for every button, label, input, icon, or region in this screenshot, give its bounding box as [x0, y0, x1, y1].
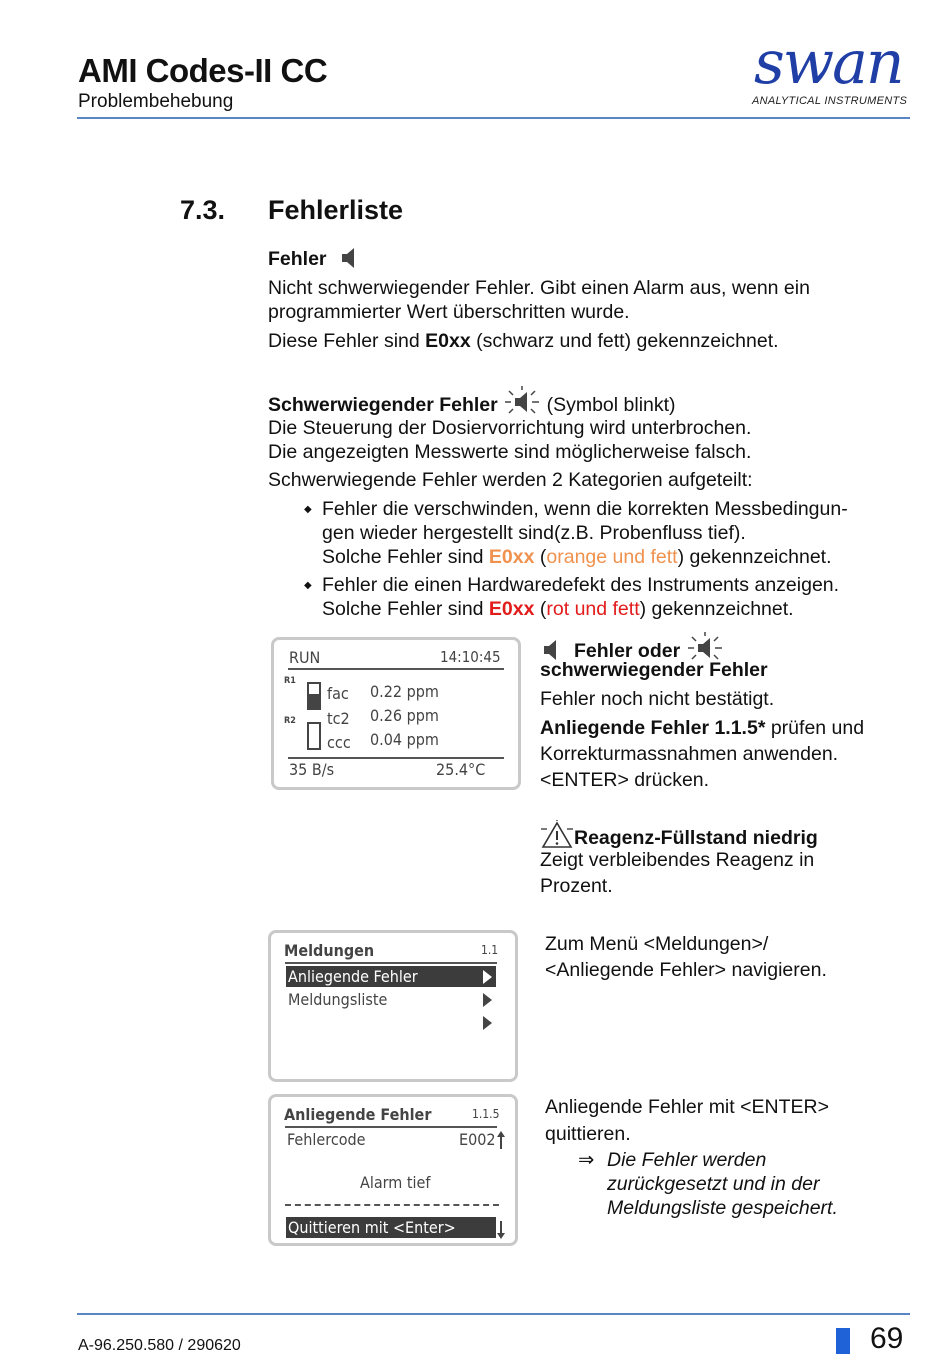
- side1-h1: Fehler oder: [574, 640, 681, 662]
- bullet-diamond-icon: ◆: [304, 504, 312, 515]
- side3-line2: quittieren.: [545, 1123, 631, 1145]
- schwer-line1: Die Steuerung der Dosiervorrichtung wird unterbrochen.: [268, 417, 752, 439]
- side3-result-line3: Meldungsliste gespeichert.: [607, 1197, 838, 1219]
- row-value-fac: 0.22 ppm: [370, 682, 439, 701]
- chevron-right-icon: [483, 993, 492, 1007]
- row-name-ccc: ccc: [327, 733, 351, 752]
- header-rule: [77, 117, 910, 119]
- section-title: Fehlerliste: [268, 195, 404, 225]
- side1-menu-ref: Anliegende Fehler 1.1.5: [540, 717, 758, 739]
- schwer-heading: [268, 386, 676, 418]
- side1-star: *: [757, 717, 766, 739]
- instrument-display-run: [271, 637, 521, 790]
- side3-line1: Anliegende Fehler mit <ENTER>: [545, 1096, 829, 1118]
- orange-code: E0xx: [488, 546, 535, 568]
- logo-word: swan: [754, 28, 903, 98]
- acknowledge-button[interactable]: [286, 1217, 496, 1238]
- fehler-line3-pre: Diese Fehler sind: [268, 330, 426, 352]
- display-rule-top: [288, 668, 504, 670]
- blinking-speaker-icon: [505, 386, 539, 418]
- row-value-ccc: 0.04 ppm: [370, 730, 439, 749]
- bullet1-line1: Fehler die verschwinden, wenn die korrekten Messbedingun-: [322, 498, 848, 520]
- schwer-line2: Die angezeigten Messwerte sind möglicherweise falsch.: [268, 441, 752, 463]
- reagent-line2: Prozent.: [540, 875, 613, 897]
- bullet2-paren: (: [534, 598, 547, 620]
- footer-rule: [77, 1313, 910, 1315]
- display-time: 14:10:45: [440, 648, 501, 666]
- speaker-icon: [340, 246, 360, 270]
- reagent-line1: Zeigt verbleibendes Reagenz in: [540, 849, 815, 871]
- chevron-right-icon: [483, 970, 492, 984]
- swan-logo: [750, 28, 915, 118]
- reagent-heading-text: Reagenz-Füllstand niedrig: [574, 827, 818, 849]
- fehler-line2: programmierter Wert überschritten wurde.: [268, 301, 630, 323]
- fehler-line3: [268, 328, 779, 354]
- error-code-label: Fehlercode: [287, 1130, 366, 1149]
- document-subtitle: Problembehebung: [78, 91, 234, 112]
- schwer-heading-text: Schwerwiegender Fehler: [268, 394, 498, 416]
- bullet1-pre: Solche Fehler sind: [322, 546, 489, 568]
- orange-text: orange und fett: [546, 546, 678, 568]
- menu-item-anliegende-fehler[interactable]: [286, 966, 496, 987]
- warning-triangle-icon: [540, 820, 574, 850]
- instrument-display-anliegende-fehler: [268, 1094, 518, 1246]
- bullet1-paren: (: [534, 546, 547, 568]
- row-name-fac: fac: [327, 684, 349, 703]
- page-marker: [836, 1328, 850, 1354]
- dashed-separator: [285, 1204, 499, 1206]
- side1-line2: [540, 715, 864, 741]
- menu-item-label: Anliegende Fehler: [288, 967, 418, 986]
- instrument-display-meldungen: [268, 930, 518, 1082]
- acknowledge-label: Quittieren mit <Enter>: [288, 1218, 456, 1237]
- screen-rule: [285, 1126, 497, 1128]
- side1-line2-post: prüfen und: [765, 717, 865, 739]
- bullet2-post: ) gekennzeichnet.: [639, 598, 794, 620]
- screen-title: Anliegende Fehler: [284, 1105, 432, 1124]
- bullet2-line2: [322, 596, 794, 622]
- fehler-code: E0xx: [425, 330, 471, 352]
- red-text: rot und fett: [546, 598, 640, 620]
- side1-line1: Fehler noch nicht bestätigt.: [540, 688, 775, 710]
- chevron-right-icon: [483, 1016, 492, 1030]
- menu-item-meldungsliste[interactable]: [286, 989, 496, 1010]
- fehler-line3-post: (schwarz und fett) gekennzeichnet.: [470, 330, 779, 352]
- side2-line2: <Anliegende Fehler> navigieren.: [545, 959, 827, 981]
- screen-number: 1.1.5: [472, 1107, 500, 1121]
- bullet1-post: ) gekennzeichnet.: [677, 546, 832, 568]
- bullet2-pre: Solche Fehler sind: [322, 598, 489, 620]
- arrow-down-icon[interactable]: [496, 1221, 506, 1239]
- level-bar-2: [307, 722, 321, 750]
- display-temp: 25.4°C: [436, 760, 486, 779]
- display-rule-bottom: [288, 757, 504, 759]
- logo-tagline: ANALYTICAL INSTRUMENTS: [752, 95, 908, 107]
- result-arrow-icon: ⇒: [578, 1149, 595, 1171]
- display-flow: 35 B/s: [289, 760, 335, 779]
- side1-line4: <ENTER> drücken.: [540, 769, 710, 791]
- display-mode: RUN: [289, 648, 321, 667]
- side1-heading-line2: schwerwiegender Fehler: [540, 659, 768, 681]
- error-code-value: E002: [459, 1130, 496, 1149]
- error-message: Alarm tief: [360, 1173, 431, 1192]
- document-title: AMI Codes-II CC: [78, 52, 328, 89]
- menu-title: Meldungen: [284, 941, 375, 960]
- red-code: E0xx: [488, 598, 535, 620]
- side3-result-line1: Die Fehler werden: [607, 1149, 767, 1171]
- fehler-line1: Nicht schwerwiegender Fehler. Gibt einen Alarm aus, wenn ein: [268, 277, 810, 299]
- fehler-heading-text: Fehler: [268, 248, 327, 270]
- bullet1-line2: gen wieder hergestellt sind(z.B. Probenfluss tief).: [322, 522, 746, 544]
- side1-line3: Korrekturmassnahmen anwenden.: [540, 743, 839, 765]
- bullet1-line3: [322, 544, 832, 570]
- side2-line1: Zum Menü <Meldungen>/: [545, 933, 769, 955]
- bullet-diamond-icon: ◆: [304, 580, 312, 591]
- arrow-up-icon[interactable]: [496, 1131, 506, 1149]
- menu-item-label: Meldungsliste: [288, 990, 388, 1009]
- level-bar-1: [307, 682, 321, 710]
- schwer-heading-note: (Symbol blinkt): [546, 394, 676, 416]
- document-number: A-96.250.580 / 290620: [78, 1337, 241, 1354]
- menu-rule: [285, 962, 497, 964]
- section-number: 7.3.: [180, 195, 226, 225]
- menu-item-empty[interactable]: [286, 1012, 496, 1033]
- page-number: 69: [870, 1322, 904, 1355]
- schwer-line3: Schwerwiegende Fehler werden 2 Kategorien aufgeteilt:: [268, 469, 753, 491]
- bullet2-line1: Fehler die einen Hardwaredefekt des Instruments anzeigen.: [322, 574, 840, 596]
- bullet-item-1: [304, 496, 848, 522]
- side3-result-line2: zurückgesetzt und in der: [607, 1173, 820, 1195]
- relay-r1: R1: [284, 676, 296, 686]
- relay-r2: R2: [284, 716, 296, 726]
- row-name-tc2: tc2: [327, 709, 350, 728]
- fehler-heading: [268, 246, 360, 272]
- menu-number: 1.1: [481, 943, 499, 957]
- bullet-item-2: [304, 572, 840, 598]
- row-value-tc2: 0.26 ppm: [370, 706, 439, 725]
